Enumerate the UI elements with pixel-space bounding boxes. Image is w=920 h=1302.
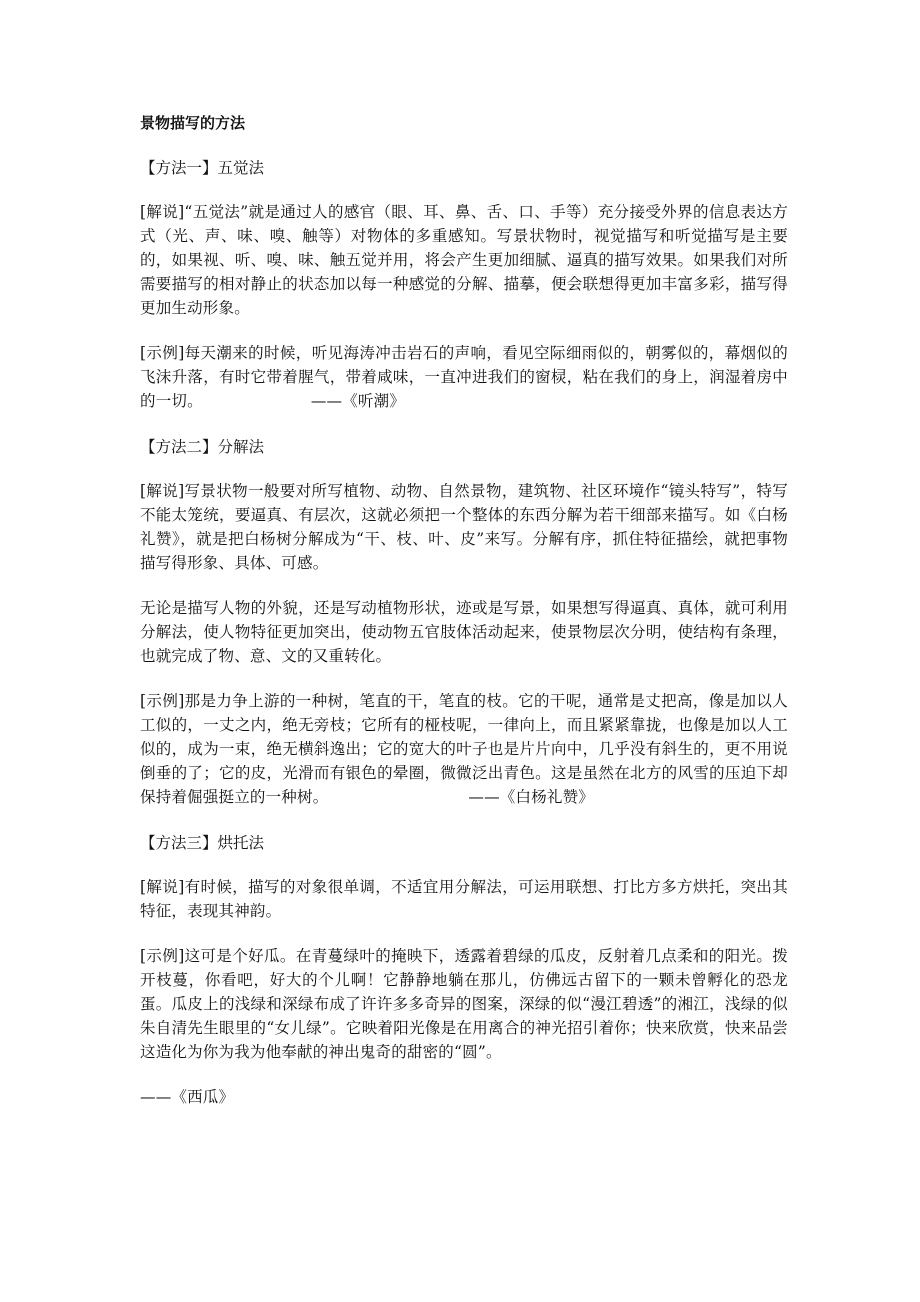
method3-example: [示例]这可是个好瓜。在青蔓绿叶的掩映下，透露着碧绿的瓜皮，反射着几点柔和的阳光。拨开枝蔓，你看吧，好大的个儿啊！它静静地躺在那儿，仿佛远古留下的一颗未曾孵化的恐龙蛋。瓜皮上的浅绿和深绿布成了许许多多奇异的图案，深绿的似“漫江碧透”的湘江，浅绿的似朱自清先生眼里的“女儿绿”。它映着阳光像是在用离合的神光招引着你；快来欣赏，快来品尝这造化为你为我为他奉献的神出鬼奇的甜密的“圆”。 — [140, 947, 788, 1061]
method2-extra: 无论是描写人物的外貌，还是写动植物形状，迹或是写景，如果想写得逼真、真体，就可利用分解法，使人物特征更加突出，使动物五官肢体活动起来，使景物层次分明，使结构有条理，也就完成了物、意、文的又重转化。 — [140, 599, 788, 665]
method3-explanation: [解说]有时候，描写的对象很单调，不适宜用分解法，可运用联想、打比方多方烘托，突出其特征，表现其神韵。 — [140, 878, 788, 920]
page-title: 景物描写的方法 — [140, 114, 246, 132]
method3-attribution: ——《西瓜》 — [140, 1088, 235, 1106]
method2-heading: 【方法二】分解法 — [140, 438, 265, 456]
method1-attribution: ——《听潮》 — [310, 392, 406, 410]
method3-heading: 【方法三】烘托法 — [140, 834, 265, 852]
document-body — [140, 110, 788, 1130]
method2-example: [示例]那是力争上游的一种树，笔直的干，笔直的枝。它的干呢，通常是丈把高，像是加以人工似的，一丈之内，绝无旁枝；它所有的桠枝呢，一律向上，而且紧紧靠拢，也像是加以人工似的，成为一束，绝无横斜逸出；它的宽大的叶子也是片片向中，几乎没有斜生的，更不用说倒垂的了；它的皮，光滑而有银色的晕圈，微微泛出青色。这是虽然在北方的风雪的压迫下却保持着倔强挺立的一种树。 — [140, 692, 788, 806]
method1-example-paragraph — [140, 341, 788, 413]
method1-heading: 【方法一】五觉法 — [140, 159, 265, 177]
method2-example-paragraph — [140, 689, 788, 809]
method1-explanation: [解说]“五觉法”就是通过人的感官（眼、耳、鼻、舌、口、手等）充分接受外界的信息表达方式（光、声、味、嗅、触等）对物体的多重感知。写景状物时，视觉描写和听觉描写是主要的，如果视、听、嗅、味、触五觉并用，将会产生更加细腻、逼真的描写效果。如果我们对所需要描写的相对静止的状态加以每一种感觉的分解、描摹，便会联想得更加丰富多彩，描写得更加生动形象。 — [140, 203, 788, 317]
method2-explanation: [解说]写景状物一般要对所写植物、动物、自然景物，建筑物、社区环境作“镜头特写”，特写不能太笼统，要逼真、有层次，这就必须把一个整体的东西分解为若干细部来描写。如《白杨礼赞》，就是把白杨树分解成为“干、枝、叶、皮”来写。分解有序，抓住特征描绘，就把事物描写得形象、具体、可感。 — [140, 482, 788, 572]
method2-attribution: ——《白杨礼赞》 — [468, 788, 595, 806]
method1-example: [示例]每天潮来的时候，听见海涛冲击岩石的声响，看见空际细雨似的，朝雾似的，幕烟似的飞沫升落，有时它带着腥气，带着咸味，一直冲进我们的窗棂，粘在我们的身上，润湿着房中的一切。 — [140, 344, 788, 410]
